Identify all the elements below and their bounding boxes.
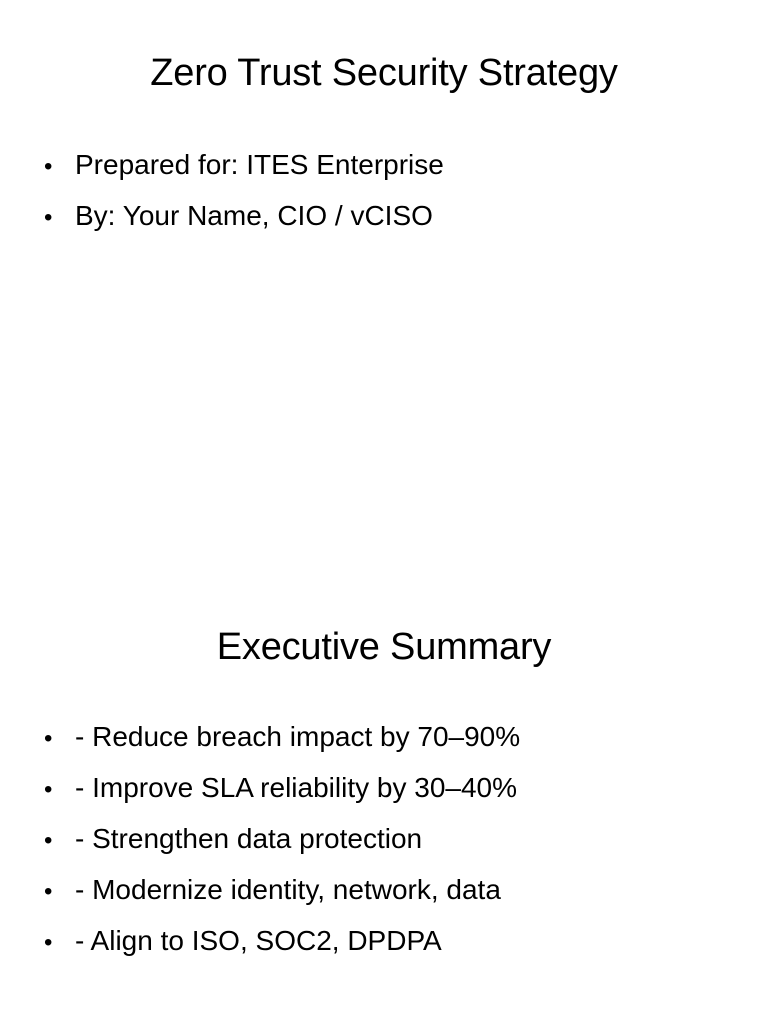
bullet-icon: • xyxy=(44,929,53,956)
bullet-text: By: Your Name, CIO / vCISO xyxy=(75,200,433,231)
slide-executive-summary xyxy=(0,576,768,1024)
list-item xyxy=(44,712,520,763)
bullet-list xyxy=(44,712,520,967)
bullet-icon: • xyxy=(44,827,53,854)
bullet-icon: • xyxy=(44,776,53,803)
bullet-text: Prepared for: ITES Enterprise xyxy=(75,149,444,180)
bullet-icon: • xyxy=(44,204,53,231)
list-item xyxy=(44,763,520,814)
bullet-text: - Strengthen data protection xyxy=(75,823,423,854)
bullet-text: - Reduce breach impact by 70–90% xyxy=(75,721,521,752)
bullet-icon: • xyxy=(44,153,53,180)
bullet-icon: • xyxy=(44,878,53,905)
bullet-text: - Modernize identity, network, data xyxy=(75,874,501,905)
list-item xyxy=(44,191,444,242)
list-item xyxy=(44,865,520,916)
list-item xyxy=(44,916,520,967)
bullet-icon: • xyxy=(44,725,53,752)
slide-title: Zero Trust Security Strategy xyxy=(150,52,618,94)
slide-title: Executive Summary xyxy=(216,626,552,668)
bullet-list xyxy=(44,140,444,242)
list-item xyxy=(44,140,444,191)
list-item xyxy=(44,814,520,865)
bullet-text: - Improve SLA reliability by 30–40% xyxy=(75,772,517,803)
bullet-text: - Align to ISO, SOC2, DPDPA xyxy=(75,925,442,956)
